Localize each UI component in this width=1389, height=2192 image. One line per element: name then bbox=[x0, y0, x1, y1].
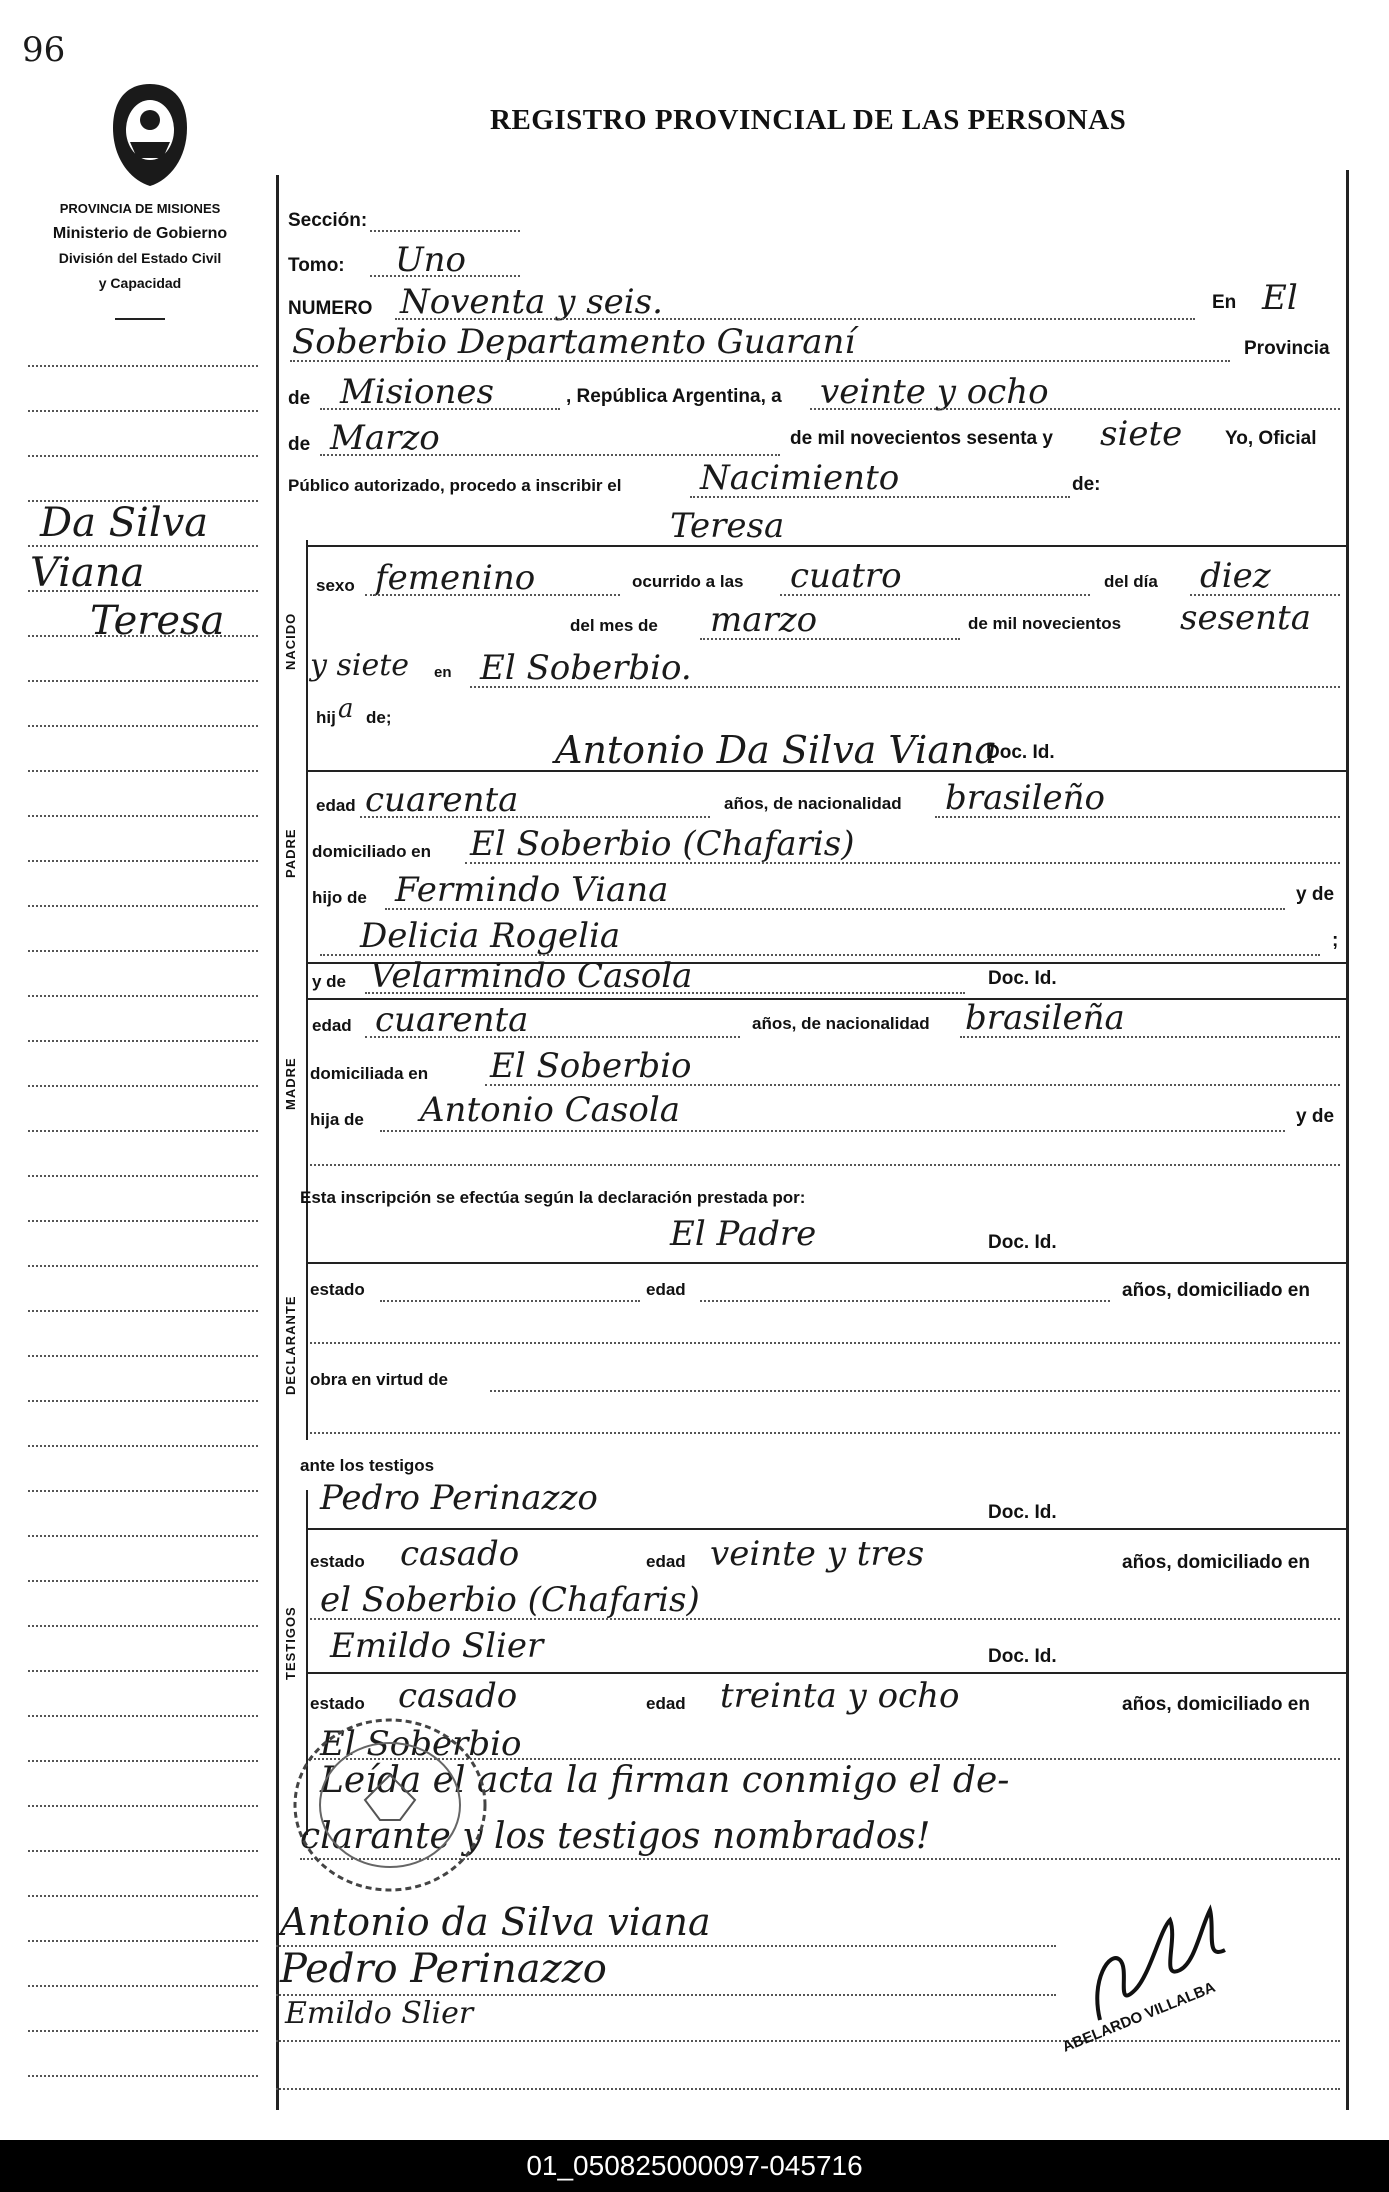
dia-line bbox=[810, 408, 1340, 410]
label-doc-id-declarante: Doc. Id. bbox=[988, 1232, 1057, 1253]
coat-of-arms-icon bbox=[105, 80, 195, 190]
numero-line bbox=[395, 318, 1195, 320]
label-anos-nac-padre: años, de nacionalidad bbox=[724, 794, 902, 813]
declarante-edad-line bbox=[700, 1300, 1110, 1302]
padre-nac-line bbox=[935, 816, 1340, 818]
value-testigo2-dom: El Soberbio bbox=[320, 1724, 522, 1764]
side-label-nacido: NACIDO bbox=[283, 612, 298, 670]
value-tomo: Uno bbox=[395, 240, 467, 280]
label-republica: , República Argentina, a bbox=[566, 386, 782, 407]
declarante-dom-line bbox=[310, 1342, 1340, 1344]
value-madre-nac: brasileña bbox=[965, 998, 1125, 1038]
side-label-madre: MADRE bbox=[283, 1057, 298, 1110]
padre-dom-line bbox=[465, 862, 1340, 864]
value-testigo1: Pedro Perinazzo bbox=[320, 1478, 598, 1518]
value-anio-nac-1: sesenta bbox=[1180, 598, 1311, 638]
closing-line-2: clarante y los testigos nombrados! bbox=[300, 1816, 931, 1857]
margin-note-name: Teresa bbox=[90, 598, 225, 644]
label-del-mes: del mes de bbox=[570, 616, 658, 635]
value-mes-nac: marzo bbox=[710, 600, 818, 640]
padre-hijo-de-line bbox=[385, 908, 1285, 910]
label-madre-y-de: y de bbox=[312, 972, 347, 991]
label-edad-testigo1: edad bbox=[646, 1552, 686, 1571]
value-padre-dom: El Soberbio (Chafaris) bbox=[470, 824, 855, 864]
label-mil-sesenta: de mil novecientos sesenta y bbox=[790, 428, 1053, 449]
value-numero: Noventa y seis. bbox=[400, 282, 663, 322]
declarante-estado-line bbox=[380, 1300, 640, 1302]
value-testigo2-edad: treinta y ocho bbox=[720, 1676, 960, 1716]
official-stamp-text: ABELARDO VILLALBA bbox=[1060, 1978, 1218, 2056]
testigo1-name-line bbox=[306, 1528, 1346, 1530]
value-lugar-nac: El Soberbio. bbox=[480, 648, 692, 688]
page-title: REGISTRO PROVINCIAL DE LAS PERSONAS bbox=[490, 104, 1127, 136]
label-obra: obra en virtud de bbox=[310, 1370, 448, 1389]
margin-note-surname-2: Viana bbox=[30, 550, 145, 596]
value-declarante: El Padre bbox=[670, 1214, 817, 1254]
value-mes: Marzo bbox=[330, 418, 440, 458]
value-hija: a bbox=[338, 694, 354, 724]
header-rule bbox=[115, 318, 165, 320]
label-edad-madre: edad bbox=[312, 1016, 352, 1035]
label-hij: hij bbox=[316, 708, 336, 727]
label-en-small: en bbox=[434, 664, 452, 681]
right-frame-line bbox=[1346, 170, 1349, 2110]
padre-name-line bbox=[306, 770, 1346, 772]
label-de-colon: de: bbox=[1072, 474, 1101, 495]
label-de-semicolon: de; bbox=[366, 708, 392, 727]
value-padre-nombre: Antonio Da Silva Viana bbox=[555, 728, 998, 772]
value-nombre: Teresa bbox=[670, 506, 785, 546]
label-de-2: de bbox=[288, 434, 311, 455]
value-padre-hijo-de: Fermindo Viana bbox=[395, 870, 669, 910]
value-madre-dom: El Soberbio bbox=[490, 1046, 692, 1086]
value-hora: cuatro bbox=[790, 556, 902, 596]
mes-nac-line bbox=[700, 638, 960, 640]
signature-bottom-line bbox=[276, 2088, 1340, 2090]
seccion-line bbox=[370, 230, 520, 232]
value-acto: Nacimiento bbox=[700, 458, 900, 498]
label-ocurrido: ocurrido a las bbox=[632, 572, 744, 591]
value-anio: siete bbox=[1100, 414, 1183, 454]
madre-edad-line bbox=[365, 1036, 740, 1038]
office-header bbox=[20, 196, 260, 296]
obra-line bbox=[490, 1390, 1340, 1392]
value-testigo2-estado: casado bbox=[398, 1676, 518, 1716]
seal-stamp-icon bbox=[285, 1710, 495, 1900]
label-anos-nac-madre: años, de nacionalidad bbox=[752, 1014, 930, 1033]
hora-line bbox=[780, 594, 1090, 596]
label-anos-dom-testigo2: años, domiciliado en bbox=[1122, 1694, 1310, 1715]
signature-padre: Antonio da Silva viana bbox=[280, 1900, 711, 1944]
label-tomo: Tomo: bbox=[288, 255, 345, 276]
label-domiciliada: domiciliada en bbox=[310, 1064, 429, 1083]
sexo-line bbox=[365, 594, 620, 596]
label-del-dia: del día bbox=[1104, 572, 1158, 591]
signature-testigo1: Pedro Perinazzo bbox=[280, 1946, 607, 1992]
value-madre-edad: cuarenta bbox=[375, 1000, 529, 1040]
value-anio-nac-2: y siete bbox=[310, 648, 410, 683]
value-testigo2: Emildo Slier bbox=[330, 1626, 544, 1666]
value-padre-nac: brasileño bbox=[945, 778, 1105, 818]
label-publico: Público autorizado, procedo a inscribir el bbox=[288, 476, 622, 495]
label-edad-testigo2: edad bbox=[646, 1694, 686, 1713]
label-hijo-de: hijo de bbox=[312, 888, 367, 907]
madre-extra-line bbox=[310, 1164, 1340, 1166]
lugar-nac-line bbox=[470, 686, 1340, 688]
label-numero: NUMERO bbox=[288, 298, 373, 319]
value-madre-hija-de: Antonio Casola bbox=[420, 1090, 680, 1130]
office-capacity: y Capacidad bbox=[98, 275, 182, 291]
signature-testigo2: Emildo Slier bbox=[285, 1996, 474, 2031]
provincia-line bbox=[320, 408, 560, 410]
label-estado-testigo2: estado bbox=[310, 1694, 365, 1713]
value-padre-edad: cuarenta bbox=[365, 780, 519, 820]
side-label-padre: PADRE bbox=[283, 828, 298, 878]
label-hija-de: hija de bbox=[310, 1110, 364, 1129]
label-provincia: Provincia bbox=[1244, 338, 1330, 359]
madre-nombre-line bbox=[365, 992, 965, 994]
value-sexo: femenino bbox=[375, 558, 536, 598]
label-yo-oficial: Yo, Oficial bbox=[1225, 428, 1317, 449]
office-division: División del Estado Civil bbox=[58, 250, 222, 266]
nombre-line bbox=[306, 545, 1346, 547]
madre-nac-line bbox=[960, 1036, 1340, 1038]
mes-line bbox=[320, 454, 780, 456]
label-y-de-padre: y de bbox=[1296, 884, 1335, 905]
label-anos-dom-testigo1: años, domiciliado en bbox=[1122, 1552, 1310, 1573]
label-doc-id-madre: Doc. Id. bbox=[988, 968, 1057, 989]
madre-hija-de-line bbox=[380, 1130, 1285, 1132]
value-testigo1-edad: veinte y tres bbox=[710, 1534, 925, 1574]
padre-edad-line bbox=[360, 816, 710, 818]
label-doc-id-testigo2: Doc. Id. bbox=[988, 1646, 1057, 1667]
declarante-name-line bbox=[306, 1262, 1346, 1264]
label-semicolon: ; bbox=[1332, 930, 1339, 951]
barcode-label: 01_050825000097-045716 bbox=[0, 2140, 1389, 2192]
side-label-testigos: TESTIGOS bbox=[283, 1606, 298, 1680]
page-number: 96 bbox=[22, 30, 66, 70]
label-doc-id-testigo1: Doc. Id. bbox=[988, 1502, 1057, 1523]
label-de-1: de bbox=[288, 388, 311, 409]
label-estado-testigo1: estado bbox=[310, 1552, 365, 1571]
label-edad-declarante: edad bbox=[646, 1280, 686, 1299]
label-sexo: sexo bbox=[316, 576, 355, 595]
value-lugar: Soberbio Departamento Guaraní bbox=[292, 322, 856, 362]
left-frame-line bbox=[276, 175, 279, 2110]
label-testigos-intro: ante los testigos bbox=[300, 1456, 435, 1475]
margin-note-surname-1: Da Silva bbox=[40, 500, 209, 546]
closing-line-1: Leída el acta la firman conmigo el de- bbox=[320, 1760, 1010, 1801]
dia-nac-line bbox=[1190, 594, 1340, 596]
side-label-declarante: DECLARANTE bbox=[283, 1295, 298, 1395]
signature-testigo2-line bbox=[276, 2040, 1340, 2042]
acto-line bbox=[690, 496, 1070, 498]
value-en: El bbox=[1262, 278, 1298, 318]
office-province: PROVINCIA DE MISIONES bbox=[59, 201, 221, 216]
value-testigo1-dom: el Soberbio (Chafaris) bbox=[320, 1580, 700, 1620]
madre-dom-line bbox=[485, 1084, 1340, 1086]
label-edad-padre: edad bbox=[316, 796, 356, 815]
value-provincia: Misiones bbox=[340, 372, 494, 412]
value-dia: veinte y ocho bbox=[820, 372, 1049, 412]
testigo1-dom-line bbox=[310, 1618, 1340, 1620]
value-dia-nac: diez bbox=[1200, 556, 1271, 596]
lugar-line bbox=[290, 360, 1230, 362]
label-y-de-madre: y de bbox=[1296, 1106, 1335, 1127]
label-mil-novecientos: de mil novecientos bbox=[968, 614, 1122, 633]
label-anos-dom-declarante: años, domiciliado en bbox=[1122, 1280, 1310, 1301]
office-ministry: Ministerio de Gobierno bbox=[52, 225, 228, 242]
value-madre-nombre: Velarmindo Casola bbox=[370, 956, 693, 996]
label-seccion: Sección: bbox=[288, 210, 368, 231]
declarante-divider-line bbox=[306, 1220, 308, 1440]
tomo-line bbox=[370, 275, 520, 277]
label-domiciliado-padre: domiciliado en bbox=[312, 842, 432, 861]
label-en: En bbox=[1212, 292, 1237, 313]
label-inscripcion: Esta inscripción se efectúa según la declaración prestada por: bbox=[300, 1188, 806, 1207]
value-testigo1-estado: casado bbox=[400, 1534, 520, 1574]
label-doc-id-padre: Doc. Id. bbox=[986, 742, 1055, 763]
obra-extra-line bbox=[310, 1432, 1340, 1434]
testigo2-name-line bbox=[306, 1672, 1346, 1674]
label-estado-declarante: estado bbox=[310, 1280, 365, 1299]
value-padre-madre: Delicia Rogelia bbox=[360, 916, 621, 956]
